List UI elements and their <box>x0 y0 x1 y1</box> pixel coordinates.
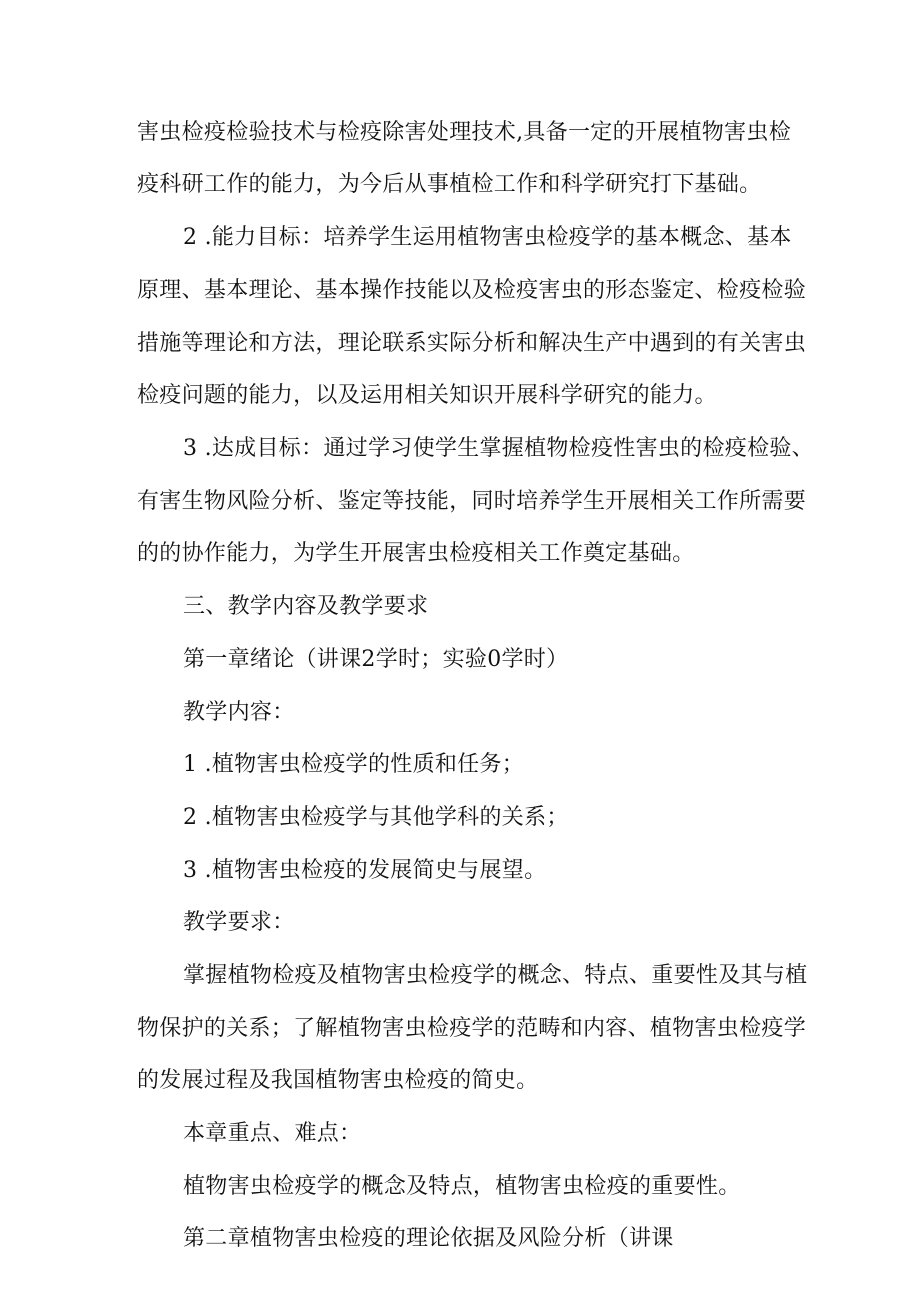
text-line: 物保护的关系；了解植物害虫检疫学的范畴和内容、植物害虫检疫学 <box>137 1016 807 1041</box>
list-item: 3 .植物害虫检疫的发展简史与展望。 <box>183 858 547 883</box>
subheading: 教学要求： <box>183 910 295 935</box>
text-line: 措施等理论和方法，理论联系实际分析和解决生产中遇到的有关害虫 <box>137 331 807 356</box>
subheading: 本章重点、难点： <box>183 1121 362 1146</box>
list-item: 1 .植物害虫检疫学的性质和任务； <box>183 752 525 777</box>
text-line: 植物害虫检疫学的概念及特点，植物害虫检疫的重要性。 <box>183 1174 741 1199</box>
chapter-heading: 第一章绪论（讲课2学时；实验0学时） <box>183 647 569 672</box>
text-line: 的的协作能力，为学生开展害虫检疫相关工作奠定基础。 <box>137 541 695 566</box>
text-line: 害虫检疫检验技术与检疫除害处理技术,具备一定的开展植物害虫检 <box>137 120 791 145</box>
list-item: 2 .植物害虫检疫学与其他学科的关系； <box>183 805 569 830</box>
text-line: 检疫问题的能力，以及运用相关知识开展科学研究的能力。 <box>137 383 717 408</box>
text-line: 有害生物风险分析、鉴定等技能，同时培养学生开展相关工作所需要 <box>137 489 807 514</box>
section-heading: 三、教学内容及教学要求 <box>183 594 429 619</box>
text-line: 3 .达成目标：通过学习使学生掌握植物检疫性害虫的检疫检验、 <box>183 436 814 461</box>
text-line: 掌握植物检疫及植物害虫检疫学的概念、特点、重要性及其与植 <box>183 963 808 988</box>
text-line: 2 .能力目标：培养学生运用植物害虫检疫学的基本概念、基本 <box>183 225 792 250</box>
text-line: 的发展过程及我国植物害虫检疫的简史。 <box>137 1068 539 1093</box>
text-line: 原理、基本理论、基本操作技能以及检疫害虫的形态鉴定、检疫检验 <box>137 278 807 303</box>
chapter-heading: 第二章植物害虫检疫的理论依据及风险分析（讲课 <box>183 1226 674 1251</box>
subheading: 教学内容： <box>183 700 295 725</box>
text-line: 疫科研工作的能力，为今后从事植检工作和科学研究打下基础。 <box>137 172 762 197</box>
